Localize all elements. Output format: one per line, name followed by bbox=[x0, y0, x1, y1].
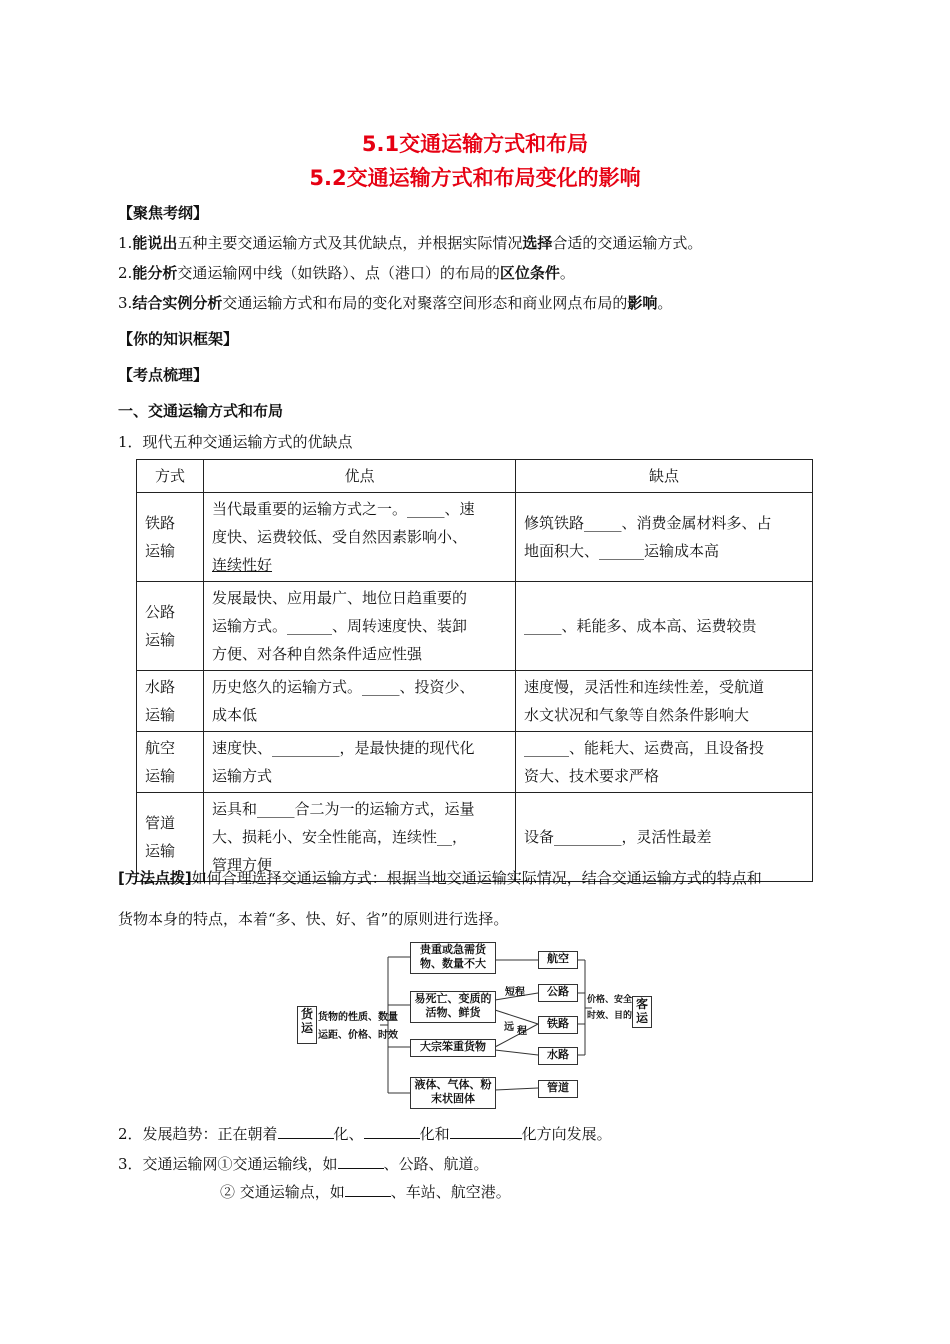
pros-cell: 速度快、_________，是最快捷的现代化 运输方式 bbox=[204, 732, 516, 793]
table-header-row bbox=[137, 460, 813, 493]
long-distance-label-1: 远 bbox=[504, 1022, 514, 1033]
item-3b-text: ② 交通运输点，如 、车站、航空港。 bbox=[220, 1183, 511, 1201]
table-row bbox=[137, 493, 813, 582]
header-cons: 缺点 bbox=[516, 460, 813, 493]
review-heading: 【考点梳理】 bbox=[118, 366, 209, 384]
pros-cell: 当代最重要的运输方式之一。_____、速 度快、运费较低、受自然因素影响小、 连续性好 bbox=[204, 493, 516, 582]
title-1: 5.1交通运输方式和布局 bbox=[361, 132, 589, 156]
mode-water: 水路 bbox=[538, 1047, 578, 1065]
freight-box: 货运 bbox=[297, 1006, 317, 1044]
mode-pipeline: 管道 bbox=[538, 1080, 578, 1098]
item-2-text: 2．发展趋势：正在朝着 化、 化和 化方向发展。 bbox=[118, 1125, 612, 1143]
transport-choice-diagram bbox=[295, 940, 655, 1110]
goods-valuable: 贵重或急需货物、数量不大 bbox=[410, 942, 496, 974]
pros-cell: 运具和_____合二为一的运输方式，运量 大、损耗小、安全性能高，连续性__， 管理方便 bbox=[204, 793, 516, 882]
header-mode: 方式 bbox=[137, 460, 204, 493]
table-row bbox=[137, 732, 813, 793]
item-3-text: 3．交通运输网①交通运输线，如 、公路、航道。 bbox=[118, 1155, 489, 1173]
goods-fluid: 液体、气体、粉末状固体 bbox=[410, 1077, 496, 1109]
freight-factors-1: 货物的性质、数量 bbox=[318, 1012, 398, 1023]
focus-heading: 【聚焦考纲】 bbox=[118, 204, 209, 222]
title-2: 5.2交通运输方式和布局变化的影响 bbox=[309, 166, 641, 190]
passenger-factors-1: 价格、安全 bbox=[587, 995, 633, 1005]
cons-cell: ______、能耗大、运费高，且设备投 资大、技术要求严格 bbox=[516, 732, 813, 793]
section-1-heading: 一、交通运输方式和布局 bbox=[118, 402, 284, 420]
goods-perishable: 易死亡、变质的活物、鲜货 bbox=[410, 991, 496, 1023]
header-pros: 优点 bbox=[204, 460, 516, 493]
mode-cell: 航空 运输 bbox=[137, 732, 204, 793]
passenger-box: 客运 bbox=[632, 996, 652, 1028]
short-distance-label: 短程 bbox=[505, 987, 525, 998]
cons-cell: 修筑铁路_____、消费金属材料多、占 地面积大、______运输成本高 bbox=[516, 493, 813, 582]
focus-item-1: 1.能说出五种主要交通运输方式及其优缺点，并根据实际情况选择合适的交通运输方式。 bbox=[118, 234, 703, 252]
mode-cell: 公路 运输 bbox=[137, 582, 204, 671]
mode-air: 航空 bbox=[538, 951, 578, 969]
cons-cell: _____、耗能多、成本高、运费较贵 bbox=[516, 582, 813, 671]
transport-table bbox=[136, 459, 813, 882]
long-distance-label-2: 程 bbox=[517, 1026, 527, 1037]
mode-cell: 铁路 运输 bbox=[137, 493, 204, 582]
method-line-1: [方法点拨]如何合理选择交通运输方式：根据当地交通运输实际情况，结合交通运输方式的特点和 bbox=[118, 869, 762, 887]
focus-item-2: 2.能分析交通运输网中线（如铁路）、点（港口）的布局的区位条件。 bbox=[118, 264, 575, 282]
mode-cell: 管道 运输 bbox=[137, 793, 204, 882]
mode-rail: 铁路 bbox=[538, 1016, 578, 1034]
cons-cell: 速度慢，灵活性和连续性差，受航道 水文状况和气象等自然条件影响大 bbox=[516, 671, 813, 732]
pros-cell: 发展最快、应用最广、地位日趋重要的 运输方式。______、周转速度快、装卸 方便、对各种自然条件适应性强 bbox=[204, 582, 516, 671]
freight-factors-2: 运距、价格、时效 bbox=[318, 1030, 398, 1041]
table-row bbox=[137, 582, 813, 671]
method-tag: [方法点拨] bbox=[118, 869, 192, 887]
framework-heading: 【你的知识框架】 bbox=[118, 330, 239, 348]
mode-road: 公路 bbox=[538, 984, 578, 1002]
table-row bbox=[137, 671, 813, 732]
mode-cell: 水路 运输 bbox=[137, 671, 204, 732]
focus-item-3: 3.结合实例分析交通运输方式和布局的变化对聚落空间形态和商业网点布局的影响。 bbox=[118, 294, 673, 312]
method-line-2: 货物本身的特点，本着“多、快、好、省”的原则进行选择。 bbox=[118, 910, 509, 928]
cons-cell: 设备_________，灵活性最差 bbox=[516, 793, 813, 882]
passenger-factors-2: 时效、目的 bbox=[587, 1011, 633, 1021]
goods-bulk: 大宗笨重货物 bbox=[410, 1039, 496, 1057]
pros-cell: 历史悠久的运输方式。_____、投资少、 成本低 bbox=[204, 671, 516, 732]
item-1-text: 1．现代五种交通运输方式的优缺点 bbox=[118, 433, 353, 451]
